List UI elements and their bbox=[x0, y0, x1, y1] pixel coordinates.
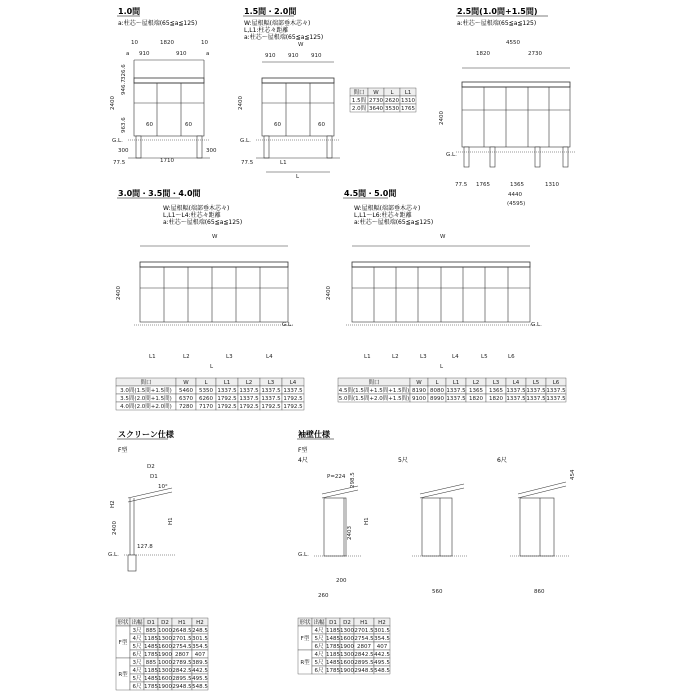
table-value: 1300 bbox=[158, 636, 172, 642]
dim-10b: 10 bbox=[201, 40, 208, 46]
table-value: 1365 bbox=[489, 388, 503, 394]
gl-2-5: G.L. bbox=[446, 152, 457, 158]
dim-L2-30: L2 bbox=[183, 354, 190, 360]
table-header: H2 bbox=[196, 620, 204, 626]
sidewall-5shaku: 5尺 bbox=[398, 457, 408, 464]
table-value: 2948.5 bbox=[172, 684, 192, 690]
elevation-3-0-dims bbox=[116, 234, 293, 370]
table-value: 1337.5 bbox=[446, 396, 466, 402]
title-1-5: 1.5間・2.0間 bbox=[244, 7, 297, 16]
dim-775c: 77.5 bbox=[455, 182, 468, 188]
dim-1710: 1710 bbox=[160, 158, 174, 164]
table-value: 1485 bbox=[144, 644, 158, 650]
title-2-5: 2.5間(1.0間+1.5間) bbox=[457, 7, 538, 16]
table-value: 1337.5 bbox=[506, 388, 526, 394]
dim-60d: 60 bbox=[318, 122, 325, 128]
table-header: L6 bbox=[552, 380, 560, 386]
dim-2400: 2400 bbox=[110, 96, 116, 110]
table-value: 1485 bbox=[326, 660, 340, 666]
table-value: 407 bbox=[194, 652, 206, 658]
table-value: 1310 bbox=[401, 98, 415, 104]
dim-910d: 910 bbox=[288, 53, 299, 59]
table-4-5 bbox=[338, 378, 566, 402]
dim-1310: 1310 bbox=[545, 182, 559, 188]
table-value: 2620 bbox=[385, 98, 399, 104]
dim-1765: 1765 bbox=[476, 182, 490, 188]
table-value: 3尺 bbox=[132, 660, 142, 666]
dim-a2: a bbox=[206, 51, 210, 57]
table-header: L bbox=[204, 380, 208, 386]
table-value: 1337.5 bbox=[446, 388, 466, 394]
table-value: 1820 bbox=[469, 396, 483, 402]
dim-910e: 910 bbox=[311, 53, 322, 59]
table-value: 2807 bbox=[357, 644, 371, 650]
dim-2400b: 2400 bbox=[238, 96, 244, 110]
dim-4595: (4595) bbox=[507, 201, 526, 207]
table-header: H1 bbox=[360, 620, 368, 626]
sidewall-4-view bbox=[314, 486, 362, 556]
table-header: D2 bbox=[161, 620, 169, 626]
sw-2403: 2403 bbox=[347, 526, 353, 540]
table-value: 9100 bbox=[412, 396, 426, 402]
dim-3266: 326.6 bbox=[121, 64, 127, 80]
table-value: 1000 bbox=[158, 660, 172, 666]
dim-L1-30: L1 bbox=[149, 354, 156, 360]
note-2-5: a:柱芯～屋根端(65≦a≦125) bbox=[457, 20, 537, 27]
screen-D2: D2 bbox=[147, 464, 155, 470]
dim-300: 300 bbox=[118, 148, 129, 154]
table-value: 6尺 bbox=[132, 652, 142, 658]
dim-9636: 963.6 bbox=[121, 117, 127, 133]
table-header: 形状 bbox=[117, 620, 129, 626]
table-header: L bbox=[435, 380, 439, 386]
table-value: 1185 bbox=[144, 668, 158, 674]
table-value: 1792.5 bbox=[261, 404, 281, 410]
table-value: 1337.5 bbox=[217, 388, 237, 394]
table-value: 3.5間(2.0間+1.5間) bbox=[120, 396, 172, 402]
dim-W-45: W bbox=[440, 234, 446, 240]
table-value: 2789.5 bbox=[172, 660, 192, 666]
table-value: 1337.5 bbox=[526, 396, 546, 402]
table-value: 389.5 bbox=[192, 660, 208, 666]
table-value: 2754.5 bbox=[172, 644, 192, 650]
title-1-0: 1.0間 bbox=[118, 7, 141, 16]
table-value: 7280 bbox=[179, 404, 193, 410]
dim-1820b: 1820 bbox=[476, 51, 490, 57]
elevation-4-5 bbox=[346, 246, 536, 325]
table-header: L1 bbox=[452, 380, 460, 386]
section-4-5 bbox=[343, 188, 433, 226]
dim-2400c: 2400 bbox=[439, 111, 445, 125]
sidewall-5-view bbox=[412, 484, 468, 556]
dim-910a: 910 bbox=[139, 51, 150, 57]
dim-L2-45: L2 bbox=[392, 354, 399, 360]
screen-1278: 127.8 bbox=[137, 544, 153, 550]
gl-4-5: G.L. bbox=[531, 322, 542, 328]
table-value: 2895.5 bbox=[172, 676, 192, 682]
table-value: 1000 bbox=[158, 628, 172, 634]
screen-2400: 2400 bbox=[112, 521, 118, 535]
table-header: L2 bbox=[245, 380, 253, 386]
table-value: 354.5 bbox=[374, 636, 390, 642]
table-value: 442.5 bbox=[192, 668, 208, 674]
table-value: 4.0間(2.0間+2.0間) bbox=[120, 404, 172, 410]
dim-W-30: W bbox=[212, 234, 218, 240]
table-value: 1600 bbox=[158, 676, 172, 682]
elevation-1-0 bbox=[128, 60, 210, 158]
table-header: L5 bbox=[532, 380, 540, 386]
screen-gl: G.L. bbox=[108, 552, 119, 558]
table-value: 1900 bbox=[340, 644, 354, 650]
dim-L1: L1 bbox=[280, 160, 287, 166]
table-group-label: R型 bbox=[300, 660, 310, 666]
table-value: 2842.5 bbox=[172, 668, 192, 674]
dim-2730: 2730 bbox=[528, 51, 542, 57]
screen-10deg: 10° bbox=[158, 484, 168, 490]
note-1-5-l: L,L1:柱芯々距離 bbox=[244, 27, 289, 34]
table-group-label: R型 bbox=[118, 672, 128, 678]
table-value: 8080 bbox=[430, 388, 444, 394]
dim-L: L bbox=[296, 174, 300, 180]
table-value: 5460 bbox=[179, 388, 193, 394]
elevation-3-0 bbox=[134, 246, 294, 325]
dim-300b: 300 bbox=[206, 148, 217, 154]
dim-1365: 1365 bbox=[510, 182, 524, 188]
table-value: 407 bbox=[376, 644, 388, 650]
table-value: 4尺 bbox=[314, 652, 324, 658]
table-header: 間口 bbox=[140, 380, 152, 386]
table-sidewall bbox=[298, 618, 390, 674]
table-value: 1785 bbox=[144, 684, 158, 690]
dim-L3-45: L3 bbox=[420, 354, 427, 360]
table-1-5 bbox=[350, 88, 416, 112]
table-value: 7170 bbox=[199, 404, 213, 410]
dim-L-45: L bbox=[440, 364, 444, 370]
screen-dims bbox=[108, 464, 174, 558]
table-value: 1337.5 bbox=[546, 396, 566, 402]
dim-a1: a bbox=[126, 51, 130, 57]
screen-D1: D1 bbox=[150, 474, 158, 480]
note-3-0-l: L,L1～L4:柱芯々距離 bbox=[163, 212, 221, 219]
table-value: 5尺 bbox=[132, 644, 142, 650]
table-value: 1300 bbox=[340, 652, 354, 658]
table-value: 1337.5 bbox=[526, 388, 546, 394]
table-header: D1 bbox=[147, 620, 155, 626]
dim-L-30: L bbox=[210, 364, 214, 370]
note-1-5-w: W:屋根幅(端部垂木芯々) bbox=[244, 20, 311, 27]
elevation-4-5-dims bbox=[326, 234, 542, 370]
table-value: 1900 bbox=[158, 684, 172, 690]
table-header: L4 bbox=[289, 380, 297, 386]
table-value: 2948.5 bbox=[354, 668, 374, 674]
table-3-0 bbox=[116, 378, 304, 410]
table-header: L4 bbox=[512, 380, 520, 386]
section-sidewall bbox=[297, 429, 507, 464]
table-header: D1 bbox=[329, 620, 337, 626]
gl-3-0: G.L. bbox=[282, 322, 293, 328]
table-value: 5尺 bbox=[132, 676, 142, 682]
section-3-0 bbox=[117, 188, 242, 226]
table-header: L bbox=[390, 90, 394, 96]
screen-side-view bbox=[124, 488, 176, 571]
table-header: H1 bbox=[178, 620, 186, 626]
table-value: 6370 bbox=[179, 396, 193, 402]
table-value: 1792.5 bbox=[283, 396, 303, 402]
table-value: 2842.5 bbox=[354, 652, 374, 658]
screen-type: F型 bbox=[118, 447, 128, 454]
table-value: 495.5 bbox=[192, 676, 208, 682]
note-1-0: a:柱芯～屋根端(65≦a≦125) bbox=[118, 20, 198, 27]
table-value: 1792.5 bbox=[283, 404, 303, 410]
sw-200: 200 bbox=[336, 578, 347, 584]
section-2-5 bbox=[456, 6, 548, 27]
dim-775: 77.5 bbox=[113, 160, 126, 166]
table-header: 間口 bbox=[368, 380, 380, 386]
dim-4440: 4440 bbox=[508, 192, 522, 198]
note-3-0-w: W:屋根幅(端部垂木芯々) bbox=[163, 205, 230, 212]
dim-60c: 60 bbox=[274, 122, 281, 128]
table-value: 1792.5 bbox=[239, 404, 259, 410]
table-header: W bbox=[183, 380, 189, 386]
dim-L6-45: L6 bbox=[508, 354, 515, 360]
table-value: 1300 bbox=[340, 628, 354, 634]
note-1-5-a: a:柱芯～屋根端(65≦a≦125) bbox=[244, 34, 324, 41]
dim-4550: 4550 bbox=[506, 40, 520, 46]
table-value: 1185 bbox=[326, 652, 340, 658]
dim-9467: 946.7 bbox=[121, 79, 127, 95]
dim-L4-45: L4 bbox=[452, 354, 459, 360]
table-value: 1337.5 bbox=[546, 388, 566, 394]
table-group-label: F型 bbox=[300, 636, 310, 642]
table-value: 1900 bbox=[340, 668, 354, 674]
dim-2400e: 2400 bbox=[326, 286, 332, 300]
table-header: 出幅 bbox=[313, 620, 325, 626]
title-sidewall: 袖壁仕様 bbox=[298, 430, 330, 439]
table-screen bbox=[116, 618, 208, 690]
table-value: 1185 bbox=[326, 628, 340, 634]
table-value: 5尺 bbox=[314, 660, 324, 666]
sw-260: 260 bbox=[318, 593, 329, 599]
table-value: 1485 bbox=[144, 676, 158, 682]
table-value: 1792.5 bbox=[217, 396, 237, 402]
title-3-0: 3.0間・3.5間・4.0間 bbox=[118, 189, 201, 198]
table-value: 8990 bbox=[430, 396, 444, 402]
table-value: 1337.5 bbox=[239, 396, 259, 402]
sw-P224: P=224 bbox=[327, 474, 346, 480]
sw-H1: H1 bbox=[364, 517, 370, 525]
table-header: 出幅 bbox=[131, 620, 143, 626]
table-value: 3.0間(1.5間+1.5間) bbox=[120, 388, 172, 394]
table-value: 2730 bbox=[369, 98, 383, 104]
table-value: 1792.5 bbox=[217, 404, 237, 410]
table-header: L2 bbox=[472, 380, 480, 386]
table-value: 1337.5 bbox=[506, 396, 526, 402]
sw-860: 860 bbox=[534, 589, 545, 595]
table-value: 1765 bbox=[401, 106, 415, 112]
note-4-5-a: a:柱芯～屋根端(65≦a≦125) bbox=[354, 219, 434, 226]
note-4-5-w: W:屋根幅(端部垂木芯々) bbox=[354, 205, 421, 212]
sidewall-dims bbox=[298, 469, 576, 599]
table-value: 1600 bbox=[340, 660, 354, 666]
table-header: L3 bbox=[492, 380, 500, 386]
table-value: 3尺 bbox=[132, 628, 142, 634]
sidewall-6shaku: 6尺 bbox=[497, 457, 507, 464]
table-header: H2 bbox=[378, 620, 386, 626]
table-value: 5尺 bbox=[314, 636, 324, 642]
elevation-2-5 bbox=[456, 68, 576, 167]
table-value: 6尺 bbox=[314, 644, 324, 650]
elevation-2-5-dims bbox=[439, 40, 559, 207]
table-value: 1.5間 bbox=[351, 98, 367, 104]
table-value: 4尺 bbox=[132, 668, 142, 674]
dim-775b: 77.5 bbox=[241, 160, 254, 166]
section-1-0 bbox=[117, 6, 197, 27]
table-value: 548.5 bbox=[192, 684, 208, 690]
gl-1-5: G.L. bbox=[240, 138, 251, 144]
section-screen bbox=[117, 429, 174, 454]
table-header: D2 bbox=[343, 620, 351, 626]
table-value: 2754.5 bbox=[354, 636, 374, 642]
screen-H2: H2 bbox=[110, 500, 116, 508]
table-value: 548.5 bbox=[374, 668, 390, 674]
table-value: 1900 bbox=[158, 652, 172, 658]
table-value: 1600 bbox=[340, 636, 354, 642]
sw-560: 560 bbox=[432, 589, 443, 595]
sidewall-4shaku: 4尺 bbox=[298, 457, 308, 464]
dim-10: 10 bbox=[131, 40, 138, 46]
table-value: 354.5 bbox=[192, 644, 208, 650]
table-value: 3640 bbox=[369, 106, 383, 112]
table-value: 248.5 bbox=[192, 628, 208, 634]
table-value: 2701.5 bbox=[354, 628, 374, 634]
sw-454: 454 bbox=[570, 469, 576, 480]
dim-2400d: 2400 bbox=[116, 286, 122, 300]
table-value: 885 bbox=[145, 628, 157, 634]
table-value: 4.5間(1.5間+1.5間+1.5間) bbox=[338, 388, 410, 394]
table-value: 1600 bbox=[158, 644, 172, 650]
table-value: 1785 bbox=[326, 668, 340, 674]
table-value: 6尺 bbox=[132, 684, 142, 690]
screen-H1: H1 bbox=[168, 517, 174, 525]
table-value: 2807 bbox=[175, 652, 189, 658]
table-value: 8190 bbox=[412, 388, 426, 394]
table-header: W bbox=[416, 380, 422, 386]
table-header: L1 bbox=[223, 380, 231, 386]
dim-1820: 1820 bbox=[160, 40, 174, 46]
table-value: 6尺 bbox=[314, 668, 324, 674]
dim-60b: 60 bbox=[185, 122, 192, 128]
table-header: L3 bbox=[267, 380, 275, 386]
dim-910b: 910 bbox=[176, 51, 187, 57]
section-1-5 bbox=[243, 6, 323, 41]
sidewall-6-view bbox=[510, 482, 570, 556]
sidewall-type: F型 bbox=[298, 447, 308, 454]
table-value: 1785 bbox=[144, 652, 158, 658]
table-value: 1785 bbox=[326, 644, 340, 650]
dim-L1-45: L1 bbox=[364, 354, 371, 360]
table-value: 2.0間 bbox=[351, 106, 367, 112]
elevation-1-5-dims bbox=[238, 42, 325, 180]
table-value: 5350 bbox=[199, 388, 213, 394]
table-value: 301.5 bbox=[192, 636, 208, 642]
table-value: 6260 bbox=[199, 396, 213, 402]
table-value: 495.5 bbox=[374, 660, 390, 666]
table-value: 1337.5 bbox=[283, 388, 303, 394]
table-value: 5.0間(1.5間+2.0間+1.5間) bbox=[338, 396, 410, 402]
note-3-0-a: a:柱芯～屋根端(65≦a≦125) bbox=[163, 219, 243, 226]
table-value: 3530 bbox=[385, 106, 399, 112]
table-value: 1485 bbox=[326, 636, 340, 642]
table-value: 1337.5 bbox=[261, 396, 281, 402]
table-value: 301.5 bbox=[374, 628, 390, 634]
table-header: 間口 bbox=[353, 90, 365, 96]
title-screen: スクリーン仕様 bbox=[118, 430, 174, 439]
table-value: 1337.5 bbox=[239, 388, 259, 394]
table-value: 4尺 bbox=[132, 636, 142, 642]
dim-L5-45: L5 bbox=[481, 354, 488, 360]
table-value: 1365 bbox=[469, 388, 483, 394]
table-value: 442.5 bbox=[374, 652, 390, 658]
table-value: 2648.5 bbox=[172, 628, 192, 634]
sw-gl: G.L. bbox=[298, 552, 309, 558]
dim-L4-30: L4 bbox=[266, 354, 273, 360]
table-value: 1337.5 bbox=[261, 388, 281, 394]
dim-910c: 910 bbox=[265, 53, 276, 59]
table-value: 2701.5 bbox=[172, 636, 192, 642]
table-value: 885 bbox=[145, 660, 157, 666]
table-value: 1185 bbox=[144, 636, 158, 642]
note-4-5-l: L,L1～L6:柱芯々距離 bbox=[354, 212, 412, 219]
table-value: 2895.5 bbox=[354, 660, 374, 666]
table-value: 1820 bbox=[489, 396, 503, 402]
table-header: 形状 bbox=[299, 620, 311, 626]
sw-2985: 298.5 bbox=[350, 472, 356, 488]
elevation-1-5 bbox=[256, 62, 340, 172]
dim-L3-30: L3 bbox=[226, 354, 233, 360]
table-value: 1300 bbox=[158, 668, 172, 674]
dim-W: W bbox=[298, 42, 304, 48]
dim-60a: 60 bbox=[146, 122, 153, 128]
table-value: 4尺 bbox=[314, 628, 324, 634]
table-header: L1 bbox=[404, 90, 412, 96]
title-4-5: 4.5間・5.0間 bbox=[344, 189, 397, 198]
table-group-label: F型 bbox=[118, 640, 128, 646]
table-header: W bbox=[373, 90, 379, 96]
gl-1-0: G.L. bbox=[112, 138, 123, 144]
